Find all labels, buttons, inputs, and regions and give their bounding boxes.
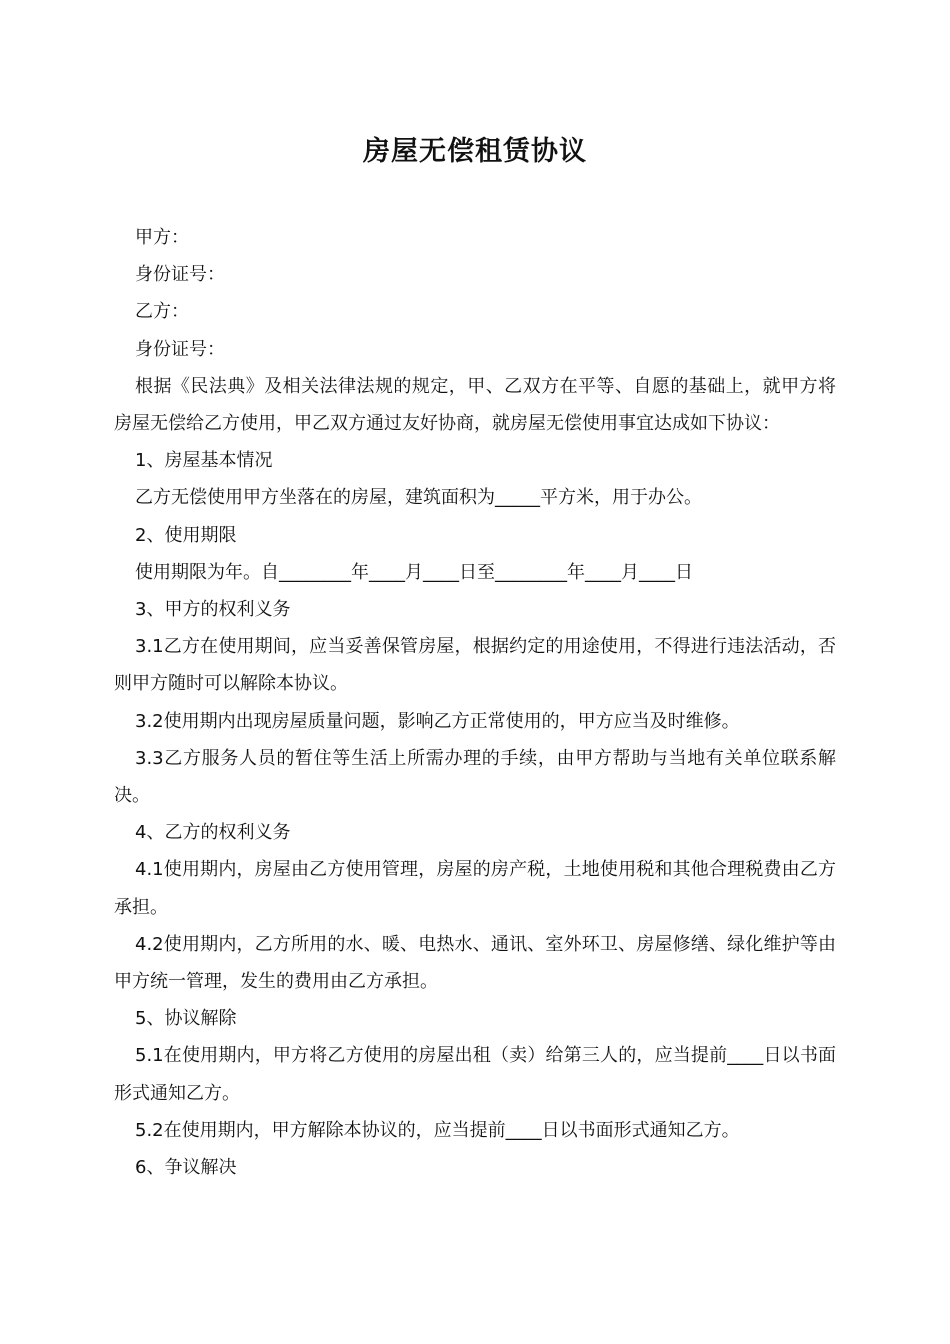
clause-paragraph: 3.3乙方服务人员的暂住等生活上所需办理的手续，由甲方帮助与当地有关单位联系解决。	[114, 747, 836, 807]
clause-paragraph: 3.1乙方在使用期间，应当妥善保管房屋，根据约定的用途使用，不得进行违法活动，否则甲方随时可以解除本协议。	[114, 636, 836, 695]
party-a-id-line: 身份证号：	[135, 264, 225, 286]
clause-paragraph: 4.2使用期内，乙方所用的水、暖、电热水、通讯、室外环卫、房屋修缮、绿化维护等由甲方统一管理，发生的费用由乙方承担。	[114, 933, 836, 993]
section-heading-5: 5、协议解除	[135, 1008, 237, 1030]
clause-paragraph: 乙方无偿使用甲方坐落在的房屋，建筑面积为_____平方米，用于办公。	[135, 487, 702, 509]
section-heading-6: 6、争议解决	[135, 1157, 237, 1179]
section-heading-1: 1、房屋基本情况	[135, 450, 273, 472]
section-heading-3: 3、甲方的权利义务	[135, 599, 291, 621]
section-heading-2: 2、使用期限	[135, 524, 237, 546]
party-a-line: 甲方：	[135, 227, 189, 248]
clause-paragraph: 3.2使用期内出现房屋质量问题，影响乙方正常使用的，甲方应当及时维修。	[135, 710, 740, 732]
party-b-line: 乙方：	[135, 301, 189, 323]
section-heading-4: 4、乙方的权利义务	[135, 822, 291, 844]
clause-paragraph: 5.2在使用期内，甲方解除本协议的，应当提前____日以书面形式通知乙方。	[135, 1119, 740, 1141]
clause-paragraph: 使用期限为年。自________年____月____日至________年____月____日	[135, 561, 693, 583]
document-body	[114, 219, 836, 1186]
clause-paragraph: 5.1在使用期内，甲方将乙方使用的房屋出租（卖）给第三人的，应当提前____日以书面形式通知乙方。	[114, 1045, 836, 1104]
clause-paragraph: 4.1使用期内，房屋由乙方使用管理，房屋的房产税，土地使用税和其他合理税费由乙方承担。	[114, 859, 836, 918]
party-b-id-line: 身份证号：	[135, 338, 225, 360]
preamble-paragraph: 根据《民法典》及相关法律法规的规定，甲、乙双方在平等、自愿的基础上，就甲方将房屋无偿给乙方使用，甲乙双方通过友好协商，就房屋无偿使用事宜达成如下协议：	[114, 375, 836, 435]
document-title: 房屋无偿租赁协议	[363, 136, 587, 167]
